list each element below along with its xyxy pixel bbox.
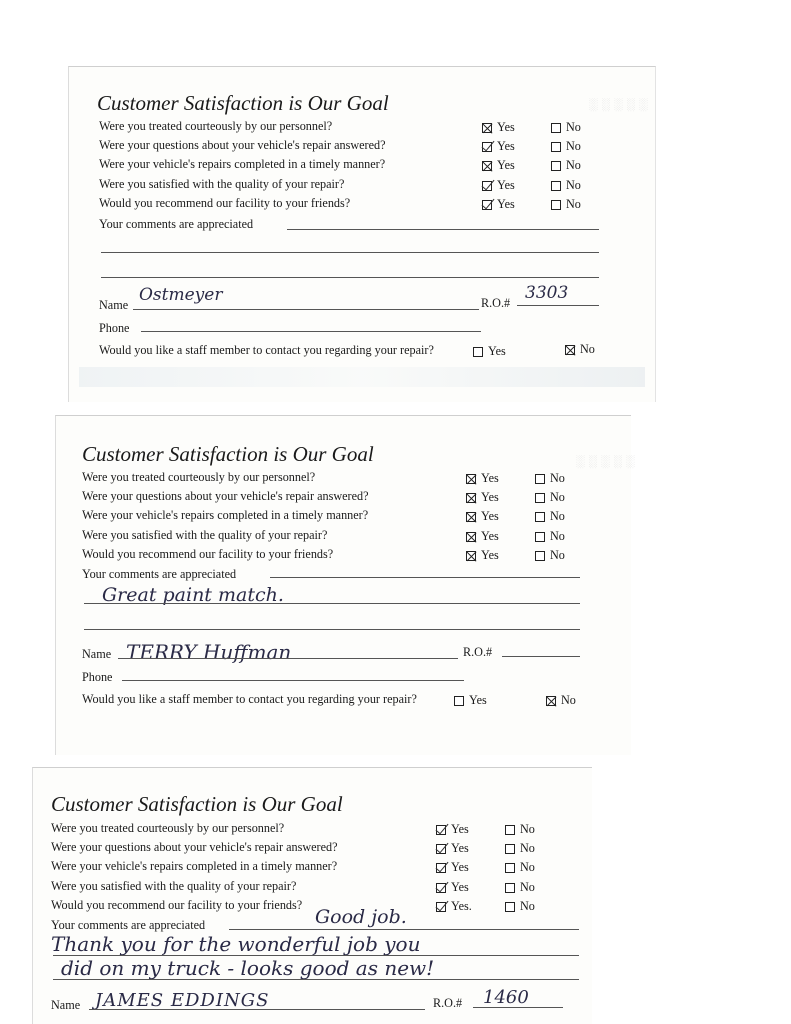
yes-checkbox[interactable]: Yes [482, 197, 515, 212]
comments-line[interactable] [53, 979, 579, 980]
yes-checkbox[interactable]: Yes [466, 471, 499, 486]
checkbox-empty-icon [505, 902, 515, 912]
checkbox-empty-icon [535, 512, 545, 522]
checkbox-checked-icon [466, 474, 476, 484]
scan-smear [79, 367, 645, 387]
checkbox-ticked-icon [436, 863, 446, 873]
contact-yes-checkbox[interactable]: Yes [454, 693, 487, 708]
phone-field-line[interactable] [141, 331, 481, 332]
contact-yes-checkbox[interactable]: Yes [473, 344, 506, 359]
question-recommend: Would you recommend our facility to your friends? [51, 898, 303, 912]
checkbox-empty-icon [505, 863, 515, 873]
no-checkbox[interactable]: No [535, 471, 565, 486]
checkbox-ticked-icon [436, 825, 446, 835]
checkbox-empty-icon [551, 142, 561, 152]
checkbox-empty-icon [505, 825, 515, 835]
checkbox-ticked-icon [436, 844, 446, 854]
yes-checkbox[interactable]: Yes [466, 548, 499, 563]
no-checkbox[interactable]: No [505, 899, 535, 914]
no-checkbox[interactable]: No [551, 197, 581, 212]
name-label: Name [51, 998, 81, 1012]
name-field-line[interactable] [118, 658, 458, 659]
ro-label: R.O.# [481, 296, 511, 310]
checkbox-empty-icon [473, 347, 483, 357]
ro-field-line[interactable] [502, 656, 580, 657]
question-recommend: Would you recommend our facility to your friends? [82, 547, 334, 561]
phone-label: Phone [82, 670, 113, 684]
handwritten-comment: Great paint match. [102, 584, 284, 606]
question-quality: Were you satisfied with the quality of your repair? [99, 177, 345, 191]
comments-line[interactable] [101, 277, 599, 278]
question-timely: Were your vehicle's repairs completed in a timely manner? [82, 508, 369, 522]
card-title: Customer Satisfaction is Our Goal [82, 442, 374, 466]
checkbox-checked-icon [466, 512, 476, 522]
phone-label: Phone [99, 321, 130, 335]
comments-label: Your comments are appreciated [51, 918, 206, 932]
checkbox-ticked-icon [482, 181, 492, 191]
checkbox-empty-icon [454, 696, 464, 706]
comments-line[interactable] [229, 929, 579, 930]
comments-label: Your comments are appreciated [82, 567, 237, 581]
yes-checkbox[interactable]: Yes [436, 841, 469, 856]
question-courteous: Were you treated courteously by our personnel? [51, 821, 285, 835]
phone-field-line[interactable] [122, 680, 464, 681]
ro-label: R.O.# [433, 996, 463, 1010]
yes-checkbox[interactable]: Yes [466, 529, 499, 544]
no-checkbox[interactable]: No [505, 841, 535, 856]
question-recommend: Would you recommend our facility to your friends? [99, 196, 351, 210]
yes-checkbox[interactable]: Yes [466, 509, 499, 524]
bleed-through-text: ░░░░░ [576, 454, 639, 468]
question-answered: Were your questions about your vehicle's repair answered? [82, 489, 369, 503]
comments-line[interactable] [84, 603, 580, 604]
comments-line[interactable] [101, 252, 599, 253]
checkbox-checked-icon [565, 345, 575, 355]
comments-label: Your comments are appreciated [99, 217, 254, 231]
name-label: Name [82, 647, 112, 661]
yes-checkbox[interactable]: Yes [482, 139, 515, 154]
checkbox-ticked-icon [482, 200, 492, 210]
yes-checkbox[interactable]: Yes [436, 880, 469, 895]
no-checkbox[interactable]: No [551, 158, 581, 173]
contact-no-checkbox[interactable]: No [546, 693, 576, 708]
yes-checkbox[interactable]: Yes [482, 158, 515, 173]
handwritten-ro-number: 3303 [525, 283, 569, 303]
ro-field-line[interactable] [517, 305, 599, 306]
no-checkbox[interactable]: No [505, 880, 535, 895]
checkbox-empty-icon [535, 493, 545, 503]
yes-checkbox[interactable]: Yes [482, 178, 515, 193]
checkbox-empty-icon [551, 161, 561, 171]
name-field-line[interactable] [133, 309, 479, 310]
handwritten-name: Ostmeyer [139, 285, 223, 305]
no-checkbox[interactable]: No [535, 490, 565, 505]
ro-field-line[interactable] [473, 1007, 563, 1008]
question-timely: Were your vehicle's repairs completed in a timely manner? [99, 157, 386, 171]
no-checkbox[interactable]: No [535, 509, 565, 524]
checkbox-ticked-icon [436, 883, 446, 893]
comments-line[interactable] [287, 229, 599, 230]
question-timely: Were your vehicle's repairs completed in a timely manner? [51, 859, 338, 873]
question-answered: Were your questions about your vehicle's repair answered? [99, 138, 386, 152]
handwritten-name: JAMES EDDINGS [95, 990, 270, 1011]
no-checkbox[interactable]: No [535, 548, 565, 563]
bleed-through-text: ░░░░░ [589, 97, 652, 111]
checkbox-empty-icon [505, 883, 515, 893]
yes-checkbox[interactable]: Yes [466, 490, 499, 505]
yes-checkbox[interactable]: Yes [436, 822, 469, 837]
name-field-line[interactable] [89, 1009, 425, 1010]
checkbox-checked-icon [466, 551, 476, 561]
checkbox-checked-icon [482, 161, 492, 171]
card-title: Customer Satisfaction is Our Goal [97, 91, 389, 115]
no-checkbox[interactable]: No [535, 529, 565, 544]
card-title: Customer Satisfaction is Our Goal [51, 792, 343, 816]
no-checkbox[interactable]: No [551, 139, 581, 154]
checkbox-ticked-icon [436, 902, 446, 912]
no-checkbox[interactable]: No [505, 860, 535, 875]
name-label: Name [99, 298, 129, 312]
yes-checkbox[interactable]: Yes [436, 860, 469, 875]
handwritten-comment: Good job. [315, 906, 407, 928]
checkbox-empty-icon [551, 200, 561, 210]
checkbox-empty-icon [535, 551, 545, 561]
question-courteous: Were you treated courteously by our personnel? [82, 470, 316, 484]
survey-card-2 [55, 415, 639, 755]
ro-label: R.O.# [463, 645, 493, 659]
checkbox-empty-icon [551, 123, 561, 133]
question-quality: Were you satisfied with the quality of your repair? [82, 528, 328, 542]
comments-line[interactable] [270, 577, 580, 578]
comments-line[interactable] [84, 629, 580, 630]
yes-checkbox[interactable]: Yes [482, 120, 515, 135]
handwritten-ro-number: 1460 [483, 987, 529, 1008]
checkbox-empty-icon [551, 181, 561, 191]
yes-checkbox[interactable]: Yes. [436, 899, 472, 914]
checkbox-empty-icon [505, 844, 515, 854]
question-answered: Were your questions about your vehicle's repair answered? [51, 840, 338, 854]
checkbox-checked-icon [466, 493, 476, 503]
checkbox-empty-icon [535, 532, 545, 542]
no-checkbox[interactable]: No [551, 120, 581, 135]
no-checkbox[interactable]: No [505, 822, 535, 837]
checkbox-empty-icon [535, 474, 545, 484]
no-checkbox[interactable]: No [551, 178, 581, 193]
checkbox-checked-icon [546, 696, 556, 706]
survey-card-3 [32, 767, 592, 1024]
handwritten-name: TERRY Huffman [126, 640, 292, 664]
checkbox-checked-icon [482, 123, 492, 133]
question-quality: Were you satisfied with the quality of your repair? [51, 879, 297, 893]
handwritten-comment: did on my truck - looks good as new! [61, 956, 435, 980]
contact-no-checkbox[interactable]: No [565, 342, 595, 357]
question-courteous: Were you treated courteously by our personnel? [99, 119, 333, 133]
survey-card-1 [68, 66, 656, 402]
checkbox-checked-icon [466, 532, 476, 542]
handwritten-comment: Thank you for the wonderful job you [51, 932, 421, 956]
contact-question: Would you like a staff member to contact you regarding your repair? [82, 692, 417, 706]
contact-question: Would you like a staff member to contact you regarding your repair? [99, 343, 434, 357]
checkbox-ticked-icon [482, 142, 492, 152]
